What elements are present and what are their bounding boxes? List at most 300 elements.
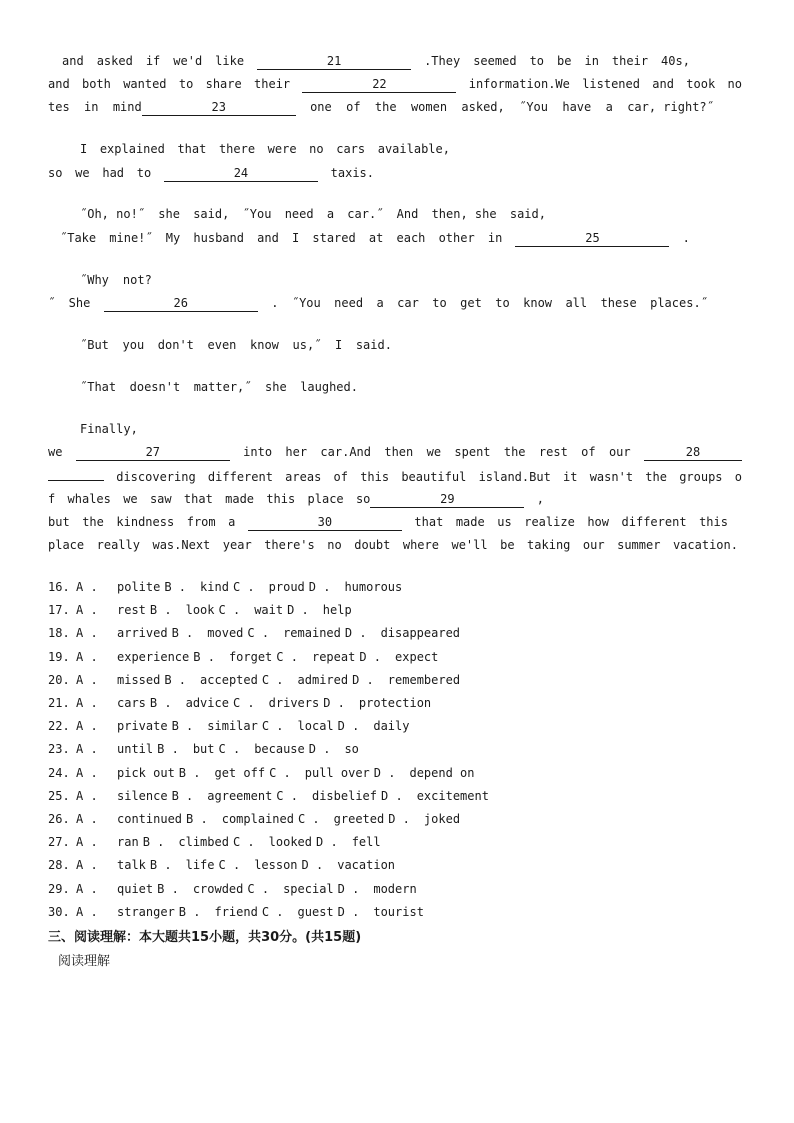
word: and xyxy=(652,77,674,91)
word: different xyxy=(207,470,273,484)
option-b[interactable]: forget xyxy=(228,649,273,664)
option-b[interactable]: crowded xyxy=(192,881,244,896)
word: doubt xyxy=(354,538,391,552)
word: we xyxy=(48,445,63,459)
word: be xyxy=(500,538,515,552)
word: mind xyxy=(112,100,142,114)
option-letter-b: B . xyxy=(149,696,172,710)
option-a[interactable]: talk xyxy=(117,858,146,873)
option-letter-d: D . xyxy=(308,742,331,757)
word: a xyxy=(376,296,384,310)
option-letter-d: D . xyxy=(359,649,382,664)
word: vacation. xyxy=(672,538,738,552)
word: to xyxy=(136,166,152,180)
option-letter-a: A . xyxy=(76,672,98,687)
option-b[interactable]: look xyxy=(185,603,215,618)
word: in xyxy=(84,100,99,114)
option-c[interactable]: admired xyxy=(297,672,349,687)
option-letter-a: A . xyxy=(76,765,98,780)
blank-29[interactable]: 29 xyxy=(370,493,524,508)
word: laughed. xyxy=(300,380,358,394)
word: ˝You xyxy=(519,100,549,114)
option-c[interactable]: lesson xyxy=(254,858,298,873)
passage-line xyxy=(80,336,392,354)
question-number: 24. xyxy=(48,765,70,780)
word: made xyxy=(225,492,255,506)
option-c[interactable]: drivers xyxy=(268,696,320,710)
option-b[interactable]: accepted xyxy=(200,672,258,687)
word: of xyxy=(346,100,361,114)
option-b[interactable]: advice xyxy=(185,696,229,710)
option-letter-b: B . xyxy=(142,835,165,850)
option-letter-d: D . xyxy=(381,788,403,803)
word: saw xyxy=(149,492,172,506)
option-c[interactable]: special xyxy=(283,881,334,896)
question-number: 21. xyxy=(48,696,70,710)
word: doesn't xyxy=(129,380,181,394)
option-b[interactable]: life xyxy=(185,858,215,873)
word: ˝You xyxy=(291,296,321,310)
blank-22[interactable]: 22 xyxy=(302,78,456,93)
question-number: 19. xyxy=(48,649,70,664)
subsection-heading: 阅读理解 xyxy=(58,954,111,969)
option-letter-c: C . xyxy=(218,858,241,873)
option-letter-d: D . xyxy=(352,672,374,687)
option-a[interactable]: cars xyxy=(117,696,146,710)
option-a[interactable]: pick out xyxy=(117,765,175,780)
word-with-blank xyxy=(113,98,296,116)
option-letter-b: B . xyxy=(157,881,179,896)
word: were xyxy=(267,142,297,156)
word: spent xyxy=(454,445,491,459)
option-row xyxy=(48,671,460,689)
word: was.Next xyxy=(152,538,211,552)
option-letter-c: C . xyxy=(276,788,298,803)
option-letter-d: D . xyxy=(323,696,345,710)
option-letter-d: D . xyxy=(337,904,360,919)
option-letter-c: C . xyxy=(232,835,255,850)
option-letter-c: C . xyxy=(261,904,284,919)
word: of xyxy=(333,470,348,484)
option-a[interactable]: until xyxy=(117,742,154,757)
blank-27[interactable]: 27 xyxy=(76,446,230,461)
word: husband xyxy=(193,231,244,245)
word: know xyxy=(523,296,553,310)
word: asked, xyxy=(461,100,505,114)
option-b[interactable]: agreement xyxy=(207,788,273,803)
word: if xyxy=(145,54,161,68)
word: it xyxy=(563,470,578,484)
option-letter-b: B . xyxy=(171,719,194,734)
question-number: 27. xyxy=(48,835,70,850)
option-b[interactable]: get off xyxy=(214,765,266,780)
word: places.˝ xyxy=(650,296,708,310)
option-c[interactable]: disbelief xyxy=(311,788,378,803)
option-row xyxy=(48,880,417,898)
option-b[interactable]: friend xyxy=(214,904,258,919)
word: said, xyxy=(509,207,546,221)
word: And xyxy=(396,207,419,221)
word: know xyxy=(250,338,279,352)
word: so xyxy=(355,492,371,506)
word: made xyxy=(455,515,485,529)
word: , xyxy=(536,492,544,506)
word: there xyxy=(218,142,256,156)
question-number: 28. xyxy=(48,858,70,873)
option-letter-b: B . xyxy=(149,603,172,618)
word: one xyxy=(310,100,332,114)
option-b[interactable]: moved xyxy=(207,626,244,641)
word: car, right?˝ xyxy=(627,100,714,114)
word: to xyxy=(529,54,545,68)
passage-line xyxy=(62,52,690,70)
option-a[interactable]: polite xyxy=(117,580,161,594)
option-c[interactable]: remained xyxy=(283,626,341,641)
word: . xyxy=(271,296,279,310)
word: groups xyxy=(679,470,723,484)
option-a[interactable]: rest xyxy=(117,603,146,618)
word: ˝That xyxy=(80,380,117,394)
blank-24[interactable]: 24 xyxy=(164,167,318,182)
word: took xyxy=(686,77,716,91)
option-letter-a: A . xyxy=(76,812,98,826)
word: tes xyxy=(48,100,70,114)
passage-line xyxy=(60,229,690,247)
option-letter-b: B . xyxy=(164,672,187,687)
word: discovering xyxy=(116,470,196,484)
passage-line xyxy=(48,443,742,461)
option-c[interactable]: guest xyxy=(297,904,334,919)
option-a[interactable]: missed xyxy=(117,672,161,687)
option-d[interactable]: protection xyxy=(358,696,432,710)
option-a[interactable]: continued xyxy=(117,812,183,826)
option-letter-a: A . xyxy=(76,788,98,803)
question-number: 30. xyxy=(48,904,70,919)
passage-line xyxy=(48,164,374,182)
word: the xyxy=(82,515,104,529)
word: She xyxy=(68,296,91,310)
option-row xyxy=(48,903,424,921)
passage-line xyxy=(80,205,546,223)
word: said. xyxy=(355,338,392,352)
word: ˝But xyxy=(80,338,109,352)
option-d[interactable]: expect xyxy=(395,649,439,664)
option-letter-b: B . xyxy=(164,580,187,594)
word: a xyxy=(605,100,613,114)
word: ˝Take xyxy=(60,231,97,245)
passage-line xyxy=(48,513,728,531)
option-letter-c: C . xyxy=(247,881,270,896)
option-d[interactable]: so xyxy=(344,742,359,757)
word: I xyxy=(291,231,300,245)
option-row xyxy=(48,856,395,874)
word: My xyxy=(165,231,181,245)
option-a[interactable]: stranger xyxy=(117,904,175,919)
word: don't xyxy=(157,338,194,352)
word: their xyxy=(254,77,291,91)
option-letter-c: C . xyxy=(297,812,320,826)
word: where xyxy=(402,538,439,552)
word: she xyxy=(158,207,180,221)
word: ˝Oh, no!˝ xyxy=(80,207,146,221)
word: this xyxy=(266,492,296,506)
word: this xyxy=(360,470,390,484)
word: that xyxy=(414,515,444,529)
word: then, she xyxy=(431,207,497,221)
blank-28-continued[interactable] xyxy=(48,466,104,481)
word: areas xyxy=(285,470,322,484)
word: women xyxy=(410,100,448,114)
option-letter-c: C . xyxy=(261,719,284,734)
passage-line xyxy=(80,420,200,438)
option-letter-c: C . xyxy=(232,580,255,594)
option-a[interactable]: arrived xyxy=(117,626,168,641)
word: place xyxy=(48,538,85,552)
option-b[interactable]: complained xyxy=(221,812,294,826)
word: Finally, xyxy=(80,422,138,436)
option-d[interactable]: daily xyxy=(373,719,410,734)
word: be xyxy=(557,54,572,68)
word: so xyxy=(48,166,63,180)
option-d[interactable]: disappeared xyxy=(380,626,461,641)
word: kindness xyxy=(116,515,175,529)
word: all xyxy=(565,296,588,310)
option-a[interactable]: private xyxy=(117,719,168,734)
option-letter-c: C . xyxy=(218,742,241,757)
option-letter-d: D . xyxy=(373,765,396,780)
option-d[interactable]: excitement xyxy=(416,788,489,803)
word: have xyxy=(562,100,592,114)
option-row xyxy=(48,648,438,666)
word: each xyxy=(396,231,426,245)
word: you xyxy=(122,338,145,352)
word: car.˝ xyxy=(347,207,384,221)
passage-line xyxy=(80,140,450,158)
word: rest xyxy=(538,445,568,459)
word: no xyxy=(327,538,342,552)
word: no xyxy=(727,77,742,91)
blank-30[interactable]: 30 xyxy=(248,516,402,531)
word: the xyxy=(645,470,667,484)
word: into xyxy=(243,445,273,459)
option-letter-a: A . xyxy=(76,858,98,873)
option-d[interactable]: vacation xyxy=(337,858,396,873)
word: their xyxy=(611,54,649,68)
option-letter-a: A . xyxy=(76,835,98,850)
blank-21[interactable]: 21 xyxy=(257,55,411,70)
word: other xyxy=(438,231,475,245)
word: different xyxy=(621,515,687,529)
word: our xyxy=(608,445,631,459)
blank-28[interactable]: 28 xyxy=(644,446,742,461)
option-letter-c: C . xyxy=(261,672,284,687)
word: these xyxy=(600,296,637,310)
question-number: 22. xyxy=(48,719,70,734)
question-number: 17. xyxy=(48,603,70,618)
word: even xyxy=(207,338,237,352)
word: the xyxy=(374,100,397,114)
question-number: 25. xyxy=(48,788,70,803)
word: beautiful xyxy=(401,470,467,484)
option-c[interactable]: greeted xyxy=(333,812,385,826)
option-row xyxy=(48,810,460,828)
option-letter-a: A . xyxy=(76,742,98,757)
option-c[interactable]: looked xyxy=(268,835,312,850)
option-letter-b: B . xyxy=(178,904,201,919)
word: ˝You xyxy=(242,207,272,221)
word: in xyxy=(487,231,503,245)
option-a[interactable]: silence xyxy=(117,788,168,803)
word: had xyxy=(102,166,125,180)
word: ˝Why xyxy=(80,273,109,287)
option-letter-d: D . xyxy=(308,580,331,594)
option-letter-c: C . xyxy=(218,603,241,618)
option-letter-d: D . xyxy=(337,881,360,896)
option-letter-d: D . xyxy=(316,835,338,850)
word: the xyxy=(503,445,526,459)
word: a xyxy=(228,515,236,529)
option-c[interactable]: repeat xyxy=(311,649,356,664)
word: place xyxy=(307,492,344,506)
option-d[interactable]: modern xyxy=(373,881,417,896)
word: really xyxy=(96,538,140,552)
option-letter-a: A . xyxy=(76,580,98,594)
blank-25[interactable]: 25 xyxy=(515,232,669,247)
passage-line xyxy=(48,466,742,484)
option-c[interactable]: wait xyxy=(254,603,284,618)
option-d[interactable]: tourist xyxy=(373,904,424,919)
blank-23[interactable]: 23 xyxy=(142,101,296,116)
option-c[interactable]: local xyxy=(297,719,334,734)
option-c[interactable]: proud xyxy=(268,580,305,594)
word: stared xyxy=(312,231,356,245)
option-row xyxy=(48,694,431,712)
word: but xyxy=(48,515,70,529)
word: listened xyxy=(582,77,640,91)
option-row xyxy=(48,578,402,596)
option-letter-d: D . xyxy=(287,603,309,618)
section-heading: 三、阅读理解：本大题共15小题，共30分。(共15题) xyxy=(48,930,362,945)
option-a[interactable]: experience xyxy=(117,649,190,664)
option-letter-d: D . xyxy=(344,626,367,641)
option-letter-a: A . xyxy=(76,626,98,641)
option-a[interactable]: ran xyxy=(117,835,139,850)
word: we xyxy=(123,492,138,506)
option-d[interactable]: joked xyxy=(423,812,461,826)
option-letter-b: B . xyxy=(171,788,194,803)
word: .They xyxy=(424,54,461,68)
option-letter-b: B . xyxy=(157,742,179,757)
word: this xyxy=(699,515,728,529)
option-letter-d: D . xyxy=(301,858,324,873)
word: of xyxy=(581,445,596,459)
passage-line xyxy=(80,378,358,396)
word: from xyxy=(186,515,216,529)
passage-line xyxy=(48,490,544,508)
word: asked xyxy=(96,54,133,68)
word: no xyxy=(309,142,324,156)
option-d[interactable]: depend on xyxy=(409,765,475,780)
word: I xyxy=(335,338,343,352)
blank-26[interactable]: 26 xyxy=(104,297,258,312)
question-number: 20. xyxy=(48,672,70,687)
option-d[interactable]: remembered xyxy=(387,672,461,687)
option-letter-c: C . xyxy=(276,649,298,664)
passage-line xyxy=(48,536,738,554)
word: and xyxy=(48,77,70,91)
option-letter-a: A . xyxy=(76,649,98,664)
option-letter-a: A . xyxy=(76,719,98,734)
word: said, xyxy=(193,207,230,221)
option-row xyxy=(48,601,352,619)
word-with-blank xyxy=(356,490,524,508)
option-letter-b: B . xyxy=(193,649,215,664)
word: we'd xyxy=(173,54,203,68)
word: in xyxy=(584,54,599,68)
option-letter-b: B . xyxy=(186,812,208,826)
word: wanted xyxy=(123,77,167,91)
option-row xyxy=(48,833,381,851)
option-letter-c: C . xyxy=(232,696,255,710)
option-b[interactable]: similar xyxy=(207,719,258,734)
option-letter-b: B . xyxy=(178,765,201,780)
word: to xyxy=(432,296,447,310)
word: car xyxy=(397,296,419,310)
option-d[interactable]: fell xyxy=(351,835,381,850)
option-b[interactable]: climbed xyxy=(178,835,229,850)
word: and xyxy=(62,54,84,68)
option-d[interactable]: help xyxy=(322,603,352,618)
question-number: 26. xyxy=(48,812,70,826)
option-letter-a: A . xyxy=(76,904,98,919)
word: year xyxy=(222,538,252,552)
word: ˝ xyxy=(48,296,56,310)
word: taking xyxy=(527,538,571,552)
word: us,˝ xyxy=(292,338,322,352)
word: she xyxy=(265,380,287,394)
word: mine!˝ xyxy=(109,231,153,245)
word: at xyxy=(368,231,384,245)
option-d[interactable]: humorous xyxy=(344,580,403,594)
option-a[interactable]: quiet xyxy=(117,881,154,896)
word: and xyxy=(257,231,279,245)
word: I xyxy=(80,142,88,156)
word: her xyxy=(285,445,308,459)
word: realize xyxy=(524,515,575,529)
option-c[interactable]: because xyxy=(254,742,305,757)
word: we xyxy=(75,166,90,180)
option-c[interactable]: pull over xyxy=(304,765,370,780)
word: to xyxy=(178,77,194,91)
option-b[interactable]: kind xyxy=(200,580,229,594)
question-number: 23. xyxy=(48,742,70,757)
passage-line xyxy=(48,294,708,312)
word: explained xyxy=(99,142,165,156)
option-row xyxy=(48,787,489,805)
option-letter-a: A . xyxy=(76,696,98,710)
word: 40s, xyxy=(661,54,690,68)
option-row xyxy=(48,717,409,735)
word: information.We xyxy=(468,77,570,91)
word: not? xyxy=(122,273,152,287)
option-letter-b: B . xyxy=(149,858,172,873)
option-letter-d: D . xyxy=(337,719,360,734)
word: summer xyxy=(617,538,661,552)
word: both xyxy=(81,77,111,91)
passage-line xyxy=(48,98,714,116)
option-letter-c: C . xyxy=(247,626,270,641)
option-b[interactable]: but xyxy=(192,742,215,757)
